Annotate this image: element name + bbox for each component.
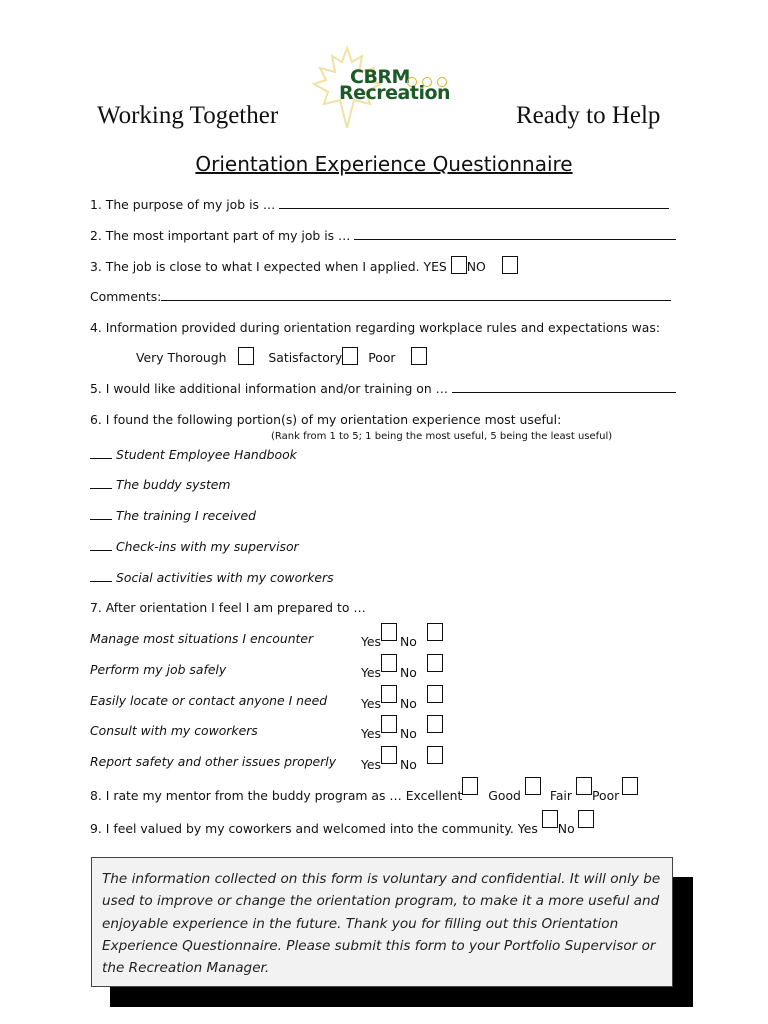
rank-item-label: Student Employee Handbook [116, 447, 297, 462]
question-2 [90, 228, 676, 243]
question-9 [90, 810, 594, 836]
question-5 [90, 381, 676, 396]
no-label: No [400, 757, 417, 772]
yes-label: Yes [361, 665, 382, 680]
logo-text-recreation: Recreation [339, 82, 451, 104]
yes-label: Yes [361, 696, 382, 711]
rank-blank[interactable] [90, 570, 112, 582]
question-1-text: 1. The purpose of my job is … [90, 197, 276, 212]
yes-label: Yes [361, 634, 382, 649]
q7-yes-no [361, 623, 443, 649]
no-label: No [400, 634, 417, 649]
question-3-text: 3. The job is close to what I expected when I applied. YES [90, 259, 447, 274]
checkbox-no[interactable] [427, 654, 443, 672]
checkbox-q8-poor[interactable] [622, 777, 638, 795]
q3-no-label: NO [466, 259, 486, 274]
comments-row [90, 289, 671, 304]
checkbox-yes[interactable] [381, 654, 397, 672]
checkbox-q8-excellent[interactable] [462, 777, 478, 795]
checkbox-q4-very-thorough[interactable] [238, 347, 254, 365]
rank-blank[interactable] [90, 539, 112, 551]
checkbox-no[interactable] [427, 623, 443, 641]
rank-item [90, 570, 334, 585]
checkbox-q9-yes[interactable] [542, 810, 558, 828]
question-3 [90, 256, 518, 274]
question-8-text: 8. I rate my mentor from the buddy program as … Excellent [90, 788, 463, 803]
q7-yes-no [361, 654, 443, 680]
question-5-text: 5. I would like additional information and/or training on … [90, 381, 449, 396]
question-2-text: 2. The most important part of my job is … [90, 228, 351, 243]
q7-item-label: Consult with my coworkers [90, 723, 258, 738]
q4-option-poor: Poor [368, 350, 396, 365]
checkbox-q8-fair[interactable] [576, 777, 592, 795]
question-9-text: 9. I feel valued by my coworkers and welcomed into the community. Yes [90, 821, 538, 836]
checkbox-yes[interactable] [381, 623, 397, 641]
checkbox-q9-no[interactable] [578, 810, 594, 828]
checkbox-no[interactable] [427, 715, 443, 733]
q7-yes-no [361, 715, 443, 741]
rank-blank[interactable] [90, 508, 112, 520]
rank-item-label: Check-ins with my supervisor [116, 539, 299, 554]
comments-label: Comments: [90, 289, 162, 304]
q9-no-label: No [557, 821, 575, 836]
q4-option-satisfactory: Satisfactory [268, 350, 343, 365]
cbrm-recreation-logo [312, 44, 451, 128]
yes-label: Yes [361, 757, 382, 772]
checkbox-yes[interactable] [381, 746, 397, 764]
logo-text-cbrm: CBRM [350, 66, 410, 88]
answer-line-1[interactable] [279, 197, 669, 209]
rank-item-label: The training I received [116, 508, 256, 523]
q7-item-label: Manage most situations I encounter [90, 631, 314, 646]
privacy-notice: The information collected on this form is voluntary and confidential. It will only be used to improve or change the orientation program, to make it a more useful and enjoyable experience in the future. Thank you for filling out this Orientation Experience Questionnaire. Please submit this form to your Portfolio Supervisor or the Recreation Manager. [91, 857, 673, 987]
checkbox-q3-no[interactable] [502, 256, 518, 274]
rank-item-label: Social activities with my coworkers [116, 570, 334, 585]
question-4-text: 4. Information provided during orientation regarding workplace rules and expectations was: [90, 320, 661, 335]
q8-option-poor: Poor [591, 788, 620, 803]
q4-option-very-thorough: Very Thorough [136, 350, 227, 365]
answer-line-2[interactable] [354, 228, 676, 240]
yes-label: Yes [361, 726, 382, 741]
checkbox-q4-satisfactory[interactable] [342, 347, 358, 365]
rank-blank[interactable] [90, 477, 112, 489]
question-4-options [136, 347, 427, 365]
tagline-left: Working Together [97, 102, 279, 129]
q7-item-label: Easily locate or contact anyone I need [90, 693, 328, 708]
no-label: No [400, 726, 417, 741]
no-label: No [400, 696, 417, 711]
checkbox-yes[interactable] [381, 685, 397, 703]
question-1 [90, 197, 669, 212]
question-6-text: 6. I found the following portion(s) of my orientation experience most useful: [90, 412, 562, 427]
tagline-right: Ready to Help [516, 102, 661, 129]
page-title: Orientation Experience Questionnaire [195, 152, 573, 176]
checkbox-no[interactable] [427, 746, 443, 764]
q7-yes-no [361, 685, 443, 711]
rank-blank[interactable] [90, 447, 112, 459]
q7-item-label: Report safety and other issues properly [90, 754, 337, 769]
no-label: No [400, 665, 417, 680]
checkbox-no[interactable] [427, 685, 443, 703]
question-6-note: (Rank from 1 to 5; 1 being the most useful, 5 being the least useful) [271, 431, 613, 442]
answer-line-5[interactable] [452, 381, 676, 393]
rank-item [90, 508, 256, 523]
checkbox-yes[interactable] [381, 715, 397, 733]
q8-option-good: Good [488, 788, 521, 803]
q7-yes-no [361, 746, 443, 772]
checkbox-q8-good[interactable] [525, 777, 541, 795]
rank-item [90, 447, 297, 462]
q7-item-label: Perform my job safely [90, 662, 227, 677]
question-7-text: 7. After orientation I feel I am prepared to … [90, 600, 366, 615]
rank-item [90, 539, 299, 554]
rank-item-label: The buddy system [116, 477, 231, 492]
question-8 [90, 777, 638, 803]
checkbox-q4-poor[interactable] [411, 347, 427, 365]
comments-line[interactable] [161, 289, 671, 301]
rank-item [90, 477, 231, 492]
q8-option-fair: Fair [549, 788, 572, 803]
checkbox-q3-yes[interactable] [451, 256, 467, 274]
